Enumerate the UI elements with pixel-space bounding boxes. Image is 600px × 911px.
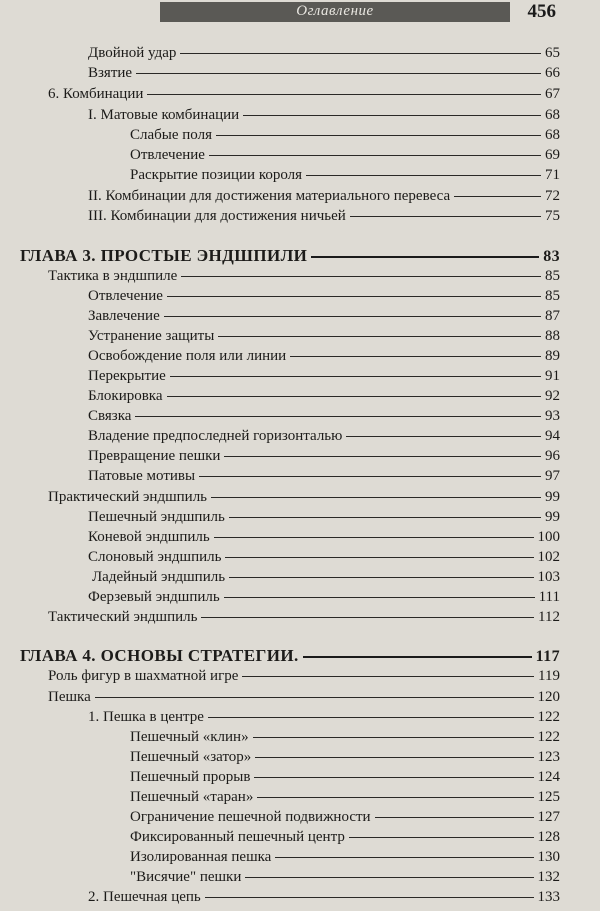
toc-page-number: 69 bbox=[545, 147, 560, 163]
toc-leader-line bbox=[224, 596, 535, 598]
toc-entry-row bbox=[88, 188, 560, 210]
toc-entry-title: Ферзевый эндшпиль bbox=[88, 589, 220, 605]
toc-page-number: 68 bbox=[545, 127, 560, 143]
toc-leader-line bbox=[211, 496, 541, 498]
toc-entry-row bbox=[88, 328, 560, 350]
toc-entry-title: Тактика в эндшпиле bbox=[48, 268, 178, 284]
toc-leader-line bbox=[170, 375, 541, 377]
toc-entry-row bbox=[88, 589, 560, 611]
toc-entry-row bbox=[88, 408, 560, 430]
toc-page-number: 120 bbox=[537, 689, 560, 705]
toc-leader-line bbox=[218, 335, 541, 337]
toc-leader-line bbox=[349, 836, 534, 838]
toc-leader-line bbox=[135, 415, 541, 417]
toc-entry-title: Пешечный эндшпиль bbox=[88, 509, 225, 525]
toc-entry-title: Роль фигур в шахматной игре bbox=[48, 668, 239, 684]
toc-page-number: 67 bbox=[545, 86, 560, 102]
toc-entry-row bbox=[88, 65, 560, 87]
toc-leader-line bbox=[167, 295, 541, 297]
toc-entry-title: Пешечный прорыв bbox=[130, 769, 251, 785]
toc-page-number: 102 bbox=[537, 549, 560, 565]
toc-page-number: 85 bbox=[545, 288, 560, 304]
toc-entry-row bbox=[92, 569, 560, 591]
toc-entry-row bbox=[88, 308, 560, 330]
toc-entry-title: Устранение защиты bbox=[88, 328, 215, 344]
toc-entry-row bbox=[130, 809, 560, 831]
toc-entry-row bbox=[130, 869, 560, 891]
toc-entry-title: Превращение пешки bbox=[88, 448, 221, 464]
toc-entry-row bbox=[130, 729, 560, 751]
toc-entry-row bbox=[88, 468, 560, 490]
toc-page-number: 97 bbox=[545, 468, 560, 484]
toc-entry-row bbox=[130, 147, 560, 169]
toc-leader-line bbox=[209, 154, 541, 156]
toc-entry-row bbox=[48, 668, 560, 690]
toc-entry-title: Тактический эндшпиль bbox=[48, 609, 198, 625]
toc-entry-title: Практический эндшпиль bbox=[48, 489, 208, 505]
toc-leader-line bbox=[205, 896, 534, 898]
toc-page-number: 128 bbox=[537, 829, 560, 845]
toc-page-number: 112 bbox=[538, 609, 560, 625]
toc-entry-row bbox=[88, 549, 560, 571]
toc-entry-row bbox=[130, 829, 560, 851]
toc-page-number: 133 bbox=[537, 889, 560, 905]
toc-entry-row bbox=[48, 609, 560, 631]
toc-leader-line bbox=[214, 536, 534, 538]
toc-leader-line bbox=[224, 455, 541, 457]
toc-page-number: 94 bbox=[545, 428, 560, 444]
toc-leader-line bbox=[164, 315, 541, 317]
toc-entry-row bbox=[88, 208, 560, 230]
toc-page-number: 100 bbox=[537, 529, 560, 545]
toc-page-number: 91 bbox=[545, 368, 560, 384]
toc-leader-line bbox=[350, 215, 541, 217]
toc-entry-row bbox=[88, 529, 560, 551]
toc-entry-title: Фиксированный пешечный центр bbox=[130, 829, 345, 845]
toc-page-number: 85 bbox=[545, 268, 560, 284]
toc-entry-row bbox=[48, 689, 560, 711]
toc-entry-title: II. Комбинации для достижения материального перевеса bbox=[88, 188, 451, 204]
toc-page-number: 83 bbox=[543, 248, 560, 265]
toc-entry-row bbox=[130, 789, 560, 811]
toc-entry-title: Коневой эндшпиль bbox=[88, 529, 210, 545]
toc-entry-title: Связка bbox=[88, 408, 132, 424]
toc-entry-row bbox=[48, 489, 560, 511]
toc-page-number: 124 bbox=[537, 769, 560, 785]
toc-entry-title: Раскрытие позиции короля bbox=[130, 167, 303, 183]
toc-entry-title: Отвлечение bbox=[88, 288, 163, 304]
toc-entry-row bbox=[88, 709, 560, 731]
toc-entry-title: Владение предпоследней горизонталью bbox=[88, 428, 343, 444]
toc-entry-title: ГЛАВА 4. ОСНОВЫ СТРАТЕГИИ. bbox=[20, 646, 299, 665]
toc-page-number: 122 bbox=[537, 709, 560, 725]
toc-leader-line bbox=[242, 675, 534, 677]
toc-leader-line bbox=[201, 616, 534, 618]
toc-entry-title: "Висячие" пешки bbox=[130, 869, 242, 885]
toc-entry-row bbox=[88, 388, 560, 410]
toc-entry-row bbox=[88, 509, 560, 531]
toc-page-number: 93 bbox=[545, 408, 560, 424]
toc-page-number: 117 bbox=[535, 648, 560, 665]
toc-page-number: 68 bbox=[545, 107, 560, 123]
toc-entry-title: Пешечный «клин» bbox=[130, 729, 249, 745]
toc-page-number: 65 bbox=[545, 45, 560, 61]
toc-entry-row bbox=[88, 448, 560, 470]
toc-entry-title: 1. Пешка в центре bbox=[88, 709, 204, 725]
toc-leader-line bbox=[243, 114, 541, 116]
toc-entry-row bbox=[48, 268, 560, 290]
toc-entry-row bbox=[130, 749, 560, 771]
toc-leader-line bbox=[95, 696, 534, 698]
toc-chapter-row bbox=[20, 246, 560, 268]
toc-leader-line bbox=[255, 756, 533, 758]
toc-entry-row bbox=[88, 428, 560, 450]
toc-entry-row bbox=[88, 107, 560, 129]
toc-page-number: 127 bbox=[537, 809, 560, 825]
toc-leader-line bbox=[290, 355, 541, 357]
toc-page-number: 111 bbox=[538, 589, 560, 605]
toc-leader-line bbox=[245, 876, 533, 878]
toc-entry-title: Блокировка bbox=[88, 388, 163, 404]
toc-leader-line bbox=[181, 275, 541, 277]
toc-page-number: 122 bbox=[537, 729, 560, 745]
toc-leader-line bbox=[346, 435, 541, 437]
header-title: Оглавление bbox=[296, 3, 374, 19]
toc-entry-row bbox=[130, 127, 560, 149]
toc-page-number: 88 bbox=[545, 328, 560, 344]
toc-entry-title: Изолированная пешка bbox=[130, 849, 272, 865]
toc-page-number: 130 bbox=[537, 849, 560, 865]
toc-page-number: 103 bbox=[537, 569, 560, 585]
toc-entry-title: Патовые мотивы bbox=[88, 468, 196, 484]
toc-leader-line bbox=[208, 716, 534, 718]
toc-leader-line bbox=[136, 72, 541, 74]
toc-leader-line bbox=[180, 52, 541, 54]
toc-entry-title: Отвлечение bbox=[130, 147, 205, 163]
toc-entry-title: Взятие bbox=[88, 65, 133, 81]
toc-entry-title: Пешечный «таран» bbox=[130, 789, 254, 805]
toc-entry-title: Ограничение пешечной подвижности bbox=[130, 809, 371, 825]
toc-entry-row bbox=[130, 167, 560, 189]
toc-entry-row bbox=[88, 368, 560, 390]
toc-page-number: 71 bbox=[545, 167, 560, 183]
toc-entry-row bbox=[88, 288, 560, 310]
toc-leader-line bbox=[229, 576, 533, 578]
toc-page-number: 89 bbox=[545, 348, 560, 364]
toc-entry-row bbox=[88, 45, 560, 67]
toc-leader-line bbox=[147, 93, 541, 95]
toc-entry-title: Слабые поля bbox=[130, 127, 212, 143]
toc-page-number: 123 bbox=[537, 749, 560, 765]
toc-page-number: 132 bbox=[537, 869, 560, 885]
toc-chapter-row bbox=[20, 646, 560, 668]
toc-entry-row bbox=[88, 348, 560, 370]
toc-leader-line bbox=[303, 655, 532, 658]
toc-entry-title: Двойной удар bbox=[88, 45, 177, 61]
toc-leader-line bbox=[306, 174, 541, 176]
toc-entry-row bbox=[88, 889, 560, 911]
toc-leader-line bbox=[275, 856, 533, 858]
toc-entry-title: 6. Комбинации bbox=[48, 86, 144, 102]
toc-page-number: 99 bbox=[545, 489, 560, 505]
toc-entry-row bbox=[48, 86, 560, 108]
toc-leader-line bbox=[253, 736, 534, 738]
toc-leader-line bbox=[257, 796, 533, 798]
toc-entry-title: Освобождение поля или линии bbox=[88, 348, 287, 364]
toc-leader-line bbox=[229, 516, 541, 518]
toc-page-number: 66 bbox=[545, 65, 560, 81]
toc-leader-line bbox=[375, 816, 534, 818]
toc-entry-title: Пешечный «затор» bbox=[130, 749, 252, 765]
toc-entry-title: 2. Пешечная цепь bbox=[88, 889, 201, 905]
toc-page-number: 99 bbox=[545, 509, 560, 525]
toc-entry-title: Ладейный эндшпиль bbox=[92, 569, 226, 585]
toc-entry-title: Перекрытие bbox=[88, 368, 166, 384]
toc-entry-title: ГЛАВА 3. ПРОСТЫЕ ЭНДШПИЛИ bbox=[20, 246, 308, 265]
toc-entry-row bbox=[130, 769, 560, 791]
toc-page-number: 96 bbox=[545, 448, 560, 464]
toc-entry-title: Слоновый эндшпиль bbox=[88, 549, 222, 565]
toc-entry-title: Завлечение bbox=[88, 308, 160, 324]
toc-entry-row bbox=[130, 849, 560, 871]
toc-entry-title: III. Комбинации для достижения ничьей bbox=[88, 208, 346, 224]
toc-leader-line bbox=[225, 556, 533, 558]
toc-page-number: 92 bbox=[545, 388, 560, 404]
toc-entry-title: Пешка bbox=[48, 689, 91, 705]
toc-page-number: 72 bbox=[545, 188, 560, 204]
page-number: 456 bbox=[527, 1, 556, 22]
toc-entry-title: I. Матовые комбинации bbox=[88, 107, 240, 123]
toc-leader-line bbox=[454, 195, 541, 197]
toc-page-number: 125 bbox=[537, 789, 560, 805]
toc-leader-line bbox=[311, 255, 539, 258]
toc-page-number: 75 bbox=[545, 208, 560, 224]
toc-page-number: 119 bbox=[538, 668, 560, 684]
toc-leader-line bbox=[216, 134, 541, 136]
toc-leader-line bbox=[199, 475, 541, 477]
toc-leader-line bbox=[167, 395, 541, 397]
toc-leader-line bbox=[254, 776, 533, 778]
toc-page-number: 87 bbox=[545, 308, 560, 324]
